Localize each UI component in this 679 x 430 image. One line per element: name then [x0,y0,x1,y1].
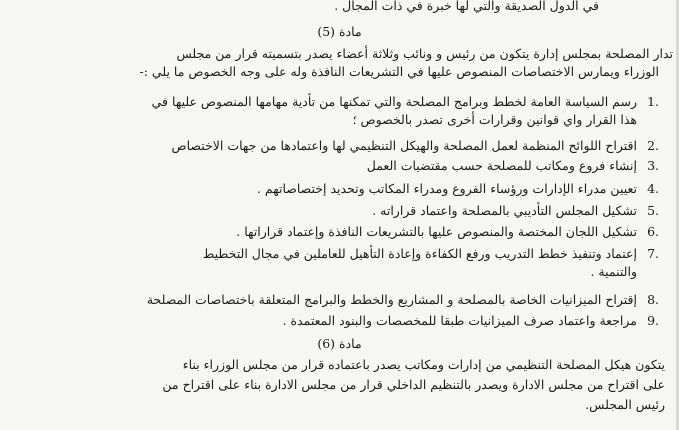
article-5-heading: مادة (5) [317,24,362,39]
item-3-number: 3. [647,158,659,173]
item-1-line-2: هذا القرار واي قوانين وقرارات أخرى تصدر بالخصوص ؛ [352,112,637,127]
article-5-intro-line-1: تدار المصلحة بمجلس إدارة يتكون من رئيس و ونائب وثلاثة أعضاء يصدر بتسميته قرار من مجلس [176,46,673,61]
item-8-line-1: إقتراح الميزانيات الخاصة بالمصلحة و المشاريع والخطط والبرامج المتعلقة باختصاصات المصلحة [146,292,637,307]
item-9-number: 9. [647,313,659,328]
article-6-line-2: على اقتراح من مجلس الادارة ويصدر بالتنظيم الداخلي قرار من مجلس الادارة بناء على اقتراح من [162,377,665,392]
item-6-number: 6. [647,224,659,239]
article-6-heading: مادة (6) [317,336,362,351]
item-7-line-1: إعتماد وتنفيذ خطط التدريب ورفع الكفاءة وإعادة التأهيل للعاملين في مجال التخطيط [202,246,637,261]
item-8-number: 8. [647,292,659,307]
item-3-line-1: إنشاء فروع ومكاتب للمصلحة حسب مقتضيات العمل [366,158,637,173]
article-6-line-1: يتكون هيكل المصلحة التنظيمي من إدارات ومكاتب يصدر باعتماده قرار من مجلس الوزراء بناء [182,357,665,372]
item-7-number: 7. [647,246,659,261]
article-6-line-3: رئيس المجلس. [585,397,665,412]
article-5-intro-line-2: الوزراء ويمارس الاختصاصات المنصوص عليها في التشريعات النافذة وله على وجه الخصوص ما يلي :- [139,64,659,79]
item-4-line-1: تعيين مدراء الإدارات ورؤساء الفروع ومدراء المكاتب وتحديد إختصاصاتهم . [256,181,637,196]
top-line: في الدول الصديقة والتي لها خبرة في ذات المجال . [334,0,599,13]
item-5-line-1: تشكيل المجلس التأديبي بالمصلحة واعتماد قراراته . [372,203,637,218]
item-5-number: 5. [647,203,659,218]
item-1-line-1: رسم السياسة العامة لخطط وبرامج المصلحة والتي تمكنها من تأدية مهامها المنصوص عليها في [151,94,637,109]
item-1-number: 1. [647,94,659,109]
item-7-line-2: والتنمية . [590,264,637,279]
item-4-number: 4. [647,181,659,196]
item-6-line-1: تشكيل اللجان المختصة والمنصوص عليها بالتشريعات النافذة وإعتماد قراراتها . [236,224,637,239]
item-9-line-1: مراجعة واعتماد صرف الميزانيات طبقا للمخصصات والبنود المعتمدة . [282,313,637,328]
item-2-number: 2. [647,138,659,153]
item-2-line-1: اقتراح اللوائح المنظمة لعمل المصلحة والهيكل التنظيمي لها واعتمادها من جهات الاختصاص [171,138,637,153]
